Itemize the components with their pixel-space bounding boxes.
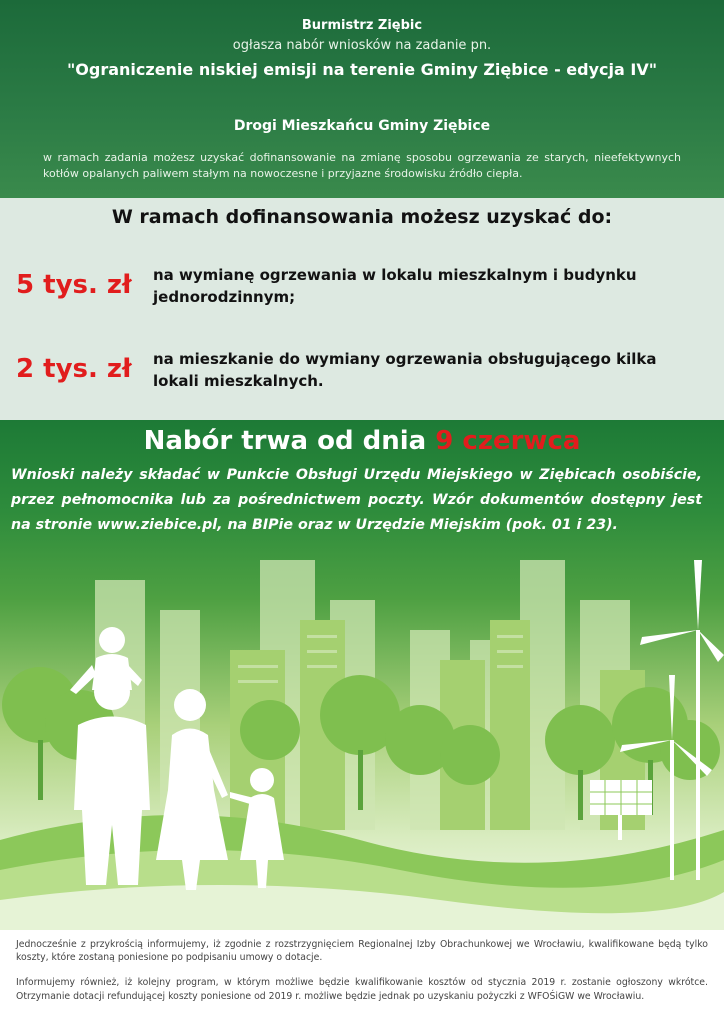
city-family-illustration [0,540,724,930]
deadline-date: 9 czerwca [435,426,581,456]
intro-text: w ramach zadania możesz uzyskać dofinansowanie na zmianę sposobu ogrzewania ze starych, nieefektywnych kotłów opalanych paliwem stałym na nowoczesne i przyjazne środowisku źródło ciepła. [43,151,681,180]
deadline-heading [0,426,724,456]
funding-heading: W ramach dofinansowania możesz uzyskać do: [111,206,613,228]
program-title: "Ograniczenie niskiej emisji na terenie Gminy Ziębice - edycja IV" [66,60,658,79]
footer-note-1: Jednocześnie z przykrością informujemy, iż zgodnie z rozstrzygnięciem Regionalnej Izby Obrachunkowej we Wrocławiu, kwalifikowane będą tylko koszty, które zostaną poniesione po podpisaniu umowy o dotacje. [16,939,708,963]
funding-panel [0,198,724,420]
funding-description: na wymianę ogrzewania w lokalu mieszkalnym i budynku jednorodzinnym; [153,266,637,306]
submission-instructions: Wnioski należy składać w Punkcie Obsługi Urzędu Miejskiego w Ziębicach osobiście, przez pełnomocnika lub za pośrednictwem poczty. Wzór dokumentów dostępny jest na stronie www.ziebice.pl, na BIPie oraz w Urzędzie Miejskim (pok. 01 i 23). [11,467,702,533]
footer-notes [0,930,724,1024]
header-banner [0,0,724,198]
funding-amount: 2 tys. zł [16,354,132,384]
mayor-title: Burmistrz Ziębic [301,18,423,33]
funding-amount: 5 tys. zł [16,270,132,300]
deadline-prefix: Nabór trwa od dnia [143,426,436,456]
greeting: Drogi Mieszkańcu Gminy Ziębice [233,118,491,134]
footer-note-2: Informujemy również, iż kolejny program, w którym możliwe będzie kwalifikowanie kosztów od stycznia 2019 r. zostanie ogłoszony wkrótce. Otrzymanie dotacji refundującej koszty poniesione od 2019 r. możliwe będzie jednak po uzyskaniu pożyczki z WFOŚiGW we Wrocławiu. [16,977,708,1002]
funding-description: na mieszkanie do wymiany ogrzewania obsługującego kilka lokali mieszkalnych. [153,350,657,390]
announcement-subtitle: ogłasza nabór wniosków na zadanie pn. [232,38,492,53]
